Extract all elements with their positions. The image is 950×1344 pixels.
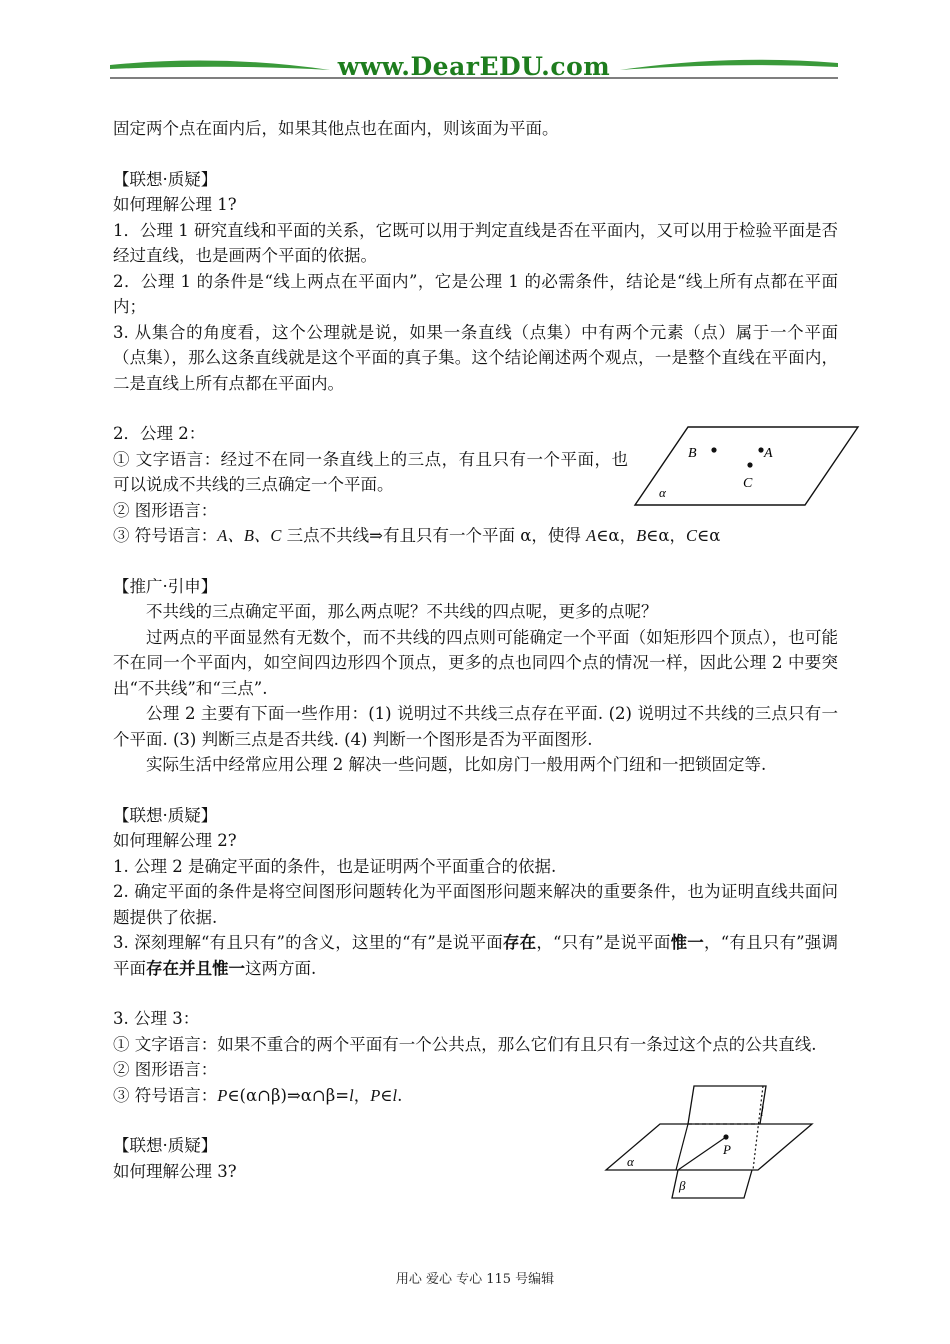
plane-beta-top: [688, 1086, 766, 1124]
plane-three-points-figure: [630, 423, 862, 511]
page-header: [110, 48, 838, 88]
intersecting-planes-figure: [600, 1080, 820, 1200]
section-heading: 【推广·引申】: [113, 576, 218, 596]
question: 如何理解公理 2?: [113, 831, 237, 850]
body-paragraph: 不共线的三点确定平面，那么两点呢？不共线的四点呢，更多的点呢？: [146, 602, 658, 621]
list-item: 2．公理 1 的条件是“线上两点在平面内”，它是公理 1 的必需条件，结论是“线上所有点都在平面内；: [113, 271, 838, 316]
list-item: 1．公理 1 研究直线和平面的关系，它既可以用于判定直线是否在平面内，又可以用于检验平面是否经过直线，也是画两个平面的依据。: [113, 220, 838, 265]
label-alpha: α: [627, 1154, 634, 1169]
point-a: [758, 447, 763, 452]
axiom-figure-language: ② 图形语言：: [113, 1060, 218, 1079]
question: 如何理解公理 1?: [113, 195, 237, 214]
axiom-symbol-language: ③ 符号语言：P∈(α∩β)⇒α∩β=l，P∈l.: [113, 1085, 403, 1105]
intro-paragraph: 固定两个点在面内后，如果其他点也在面内，则该面为平面。: [113, 119, 559, 138]
list-item: 2. 确定平面的条件是将空间图形问题转化为平面图形问题来解决的重要条件，也为证明直线共面问题提供了依据.: [113, 882, 838, 927]
section-heading: 【联想·质疑】: [113, 1136, 218, 1155]
axiom-text-language: ① 文字语言：经过不在同一条直线上的三点，有且只有一个平面，也可以说成不共线的三点确定一个平面。: [113, 449, 628, 494]
point-p: [723, 1134, 728, 1139]
axiom-symbol-language: ③ 符号语言：A、B、C 三点不共线⇒有且只有一个平面 α，使得 A∈α，B∈α，C∈α: [113, 526, 721, 545]
segment-to-p: [678, 1137, 726, 1170]
intersection-line-l: [753, 1086, 763, 1170]
label-b: B: [688, 446, 697, 461]
label-alpha: α: [659, 485, 666, 500]
site-logo: www.DearEDU.com: [337, 52, 611, 81]
list-item: 1. 公理 2 是确定平面的条件，也是证明两个平面重合的依据.: [113, 856, 557, 876]
body-paragraph: 过两点的平面显然有无数个，而不共线的四点则可能确定一个平面（如矩形四个顶点），也可能不在同一个平面内，如空间四边形四个顶点，更多的点也同四个点的情况一样，因此公理 2 中要突出“不共线”和“三点”.: [113, 627, 838, 698]
point-b: [711, 447, 716, 452]
beta-front-left-edge: [676, 1124, 688, 1170]
body-paragraph: 公理 2 主要有下面一些作用：(1) 说明过不共线三点存在平面. (2) 说明过不共线的三点只有一个平面. (3) 判断三点是否共线. (4) 判断一个图形是否为平面图形.: [113, 704, 838, 749]
label-p: P: [723, 1142, 731, 1157]
point-c: [747, 462, 752, 467]
axiom-text-language: ① 文字语言：如果不重合的两个平面有一个公共点，那么它们有且只有一条过这个点的公共直线.: [113, 1034, 817, 1054]
axiom-heading: 3. 公理 3：: [113, 1009, 200, 1028]
label-l: l: [760, 1105, 764, 1120]
body-paragraph: 实际生活中经常应用公理 2 解决一些问题，比如房门一般用两个门纽和一把锁固定等.: [146, 755, 767, 774]
document-body: [113, 116, 838, 1184]
section-heading: 【联想·质疑】: [113, 805, 218, 825]
axiom-heading: 2．公理 2：: [113, 424, 206, 443]
section-heading: 【联想·质疑】: [113, 169, 218, 189]
plane-parallelogram: [635, 427, 858, 505]
list-item: 3. 从集合的角度看，这个公理就是说，如果一条直线（点集）中有两个元素（点）属于一个平面（点集），那么这条直线就是这个平面的真子集。这个结论阐述两个观点，一是整个直线在平面内，二是直线上所有点都在平面内。: [113, 322, 838, 393]
label-beta: β: [679, 1178, 686, 1193]
list-item: 3. 深刻理解“有且只有”的含义，这里的“有”是说平面存在，“只有”是说平面惟一，“有且只有”强调平面存在并且惟一这两方面.: [113, 933, 839, 978]
axiom-figure-language: ② 图形语言：: [113, 500, 218, 520]
question: 如何理解公理 3?: [113, 1161, 237, 1181]
label-a: A: [764, 446, 773, 461]
label-c: C: [743, 476, 753, 491]
page-footer: 用心 爱心 专心 115 号编辑: [395, 1272, 555, 1287]
plane-alpha: [606, 1124, 812, 1170]
